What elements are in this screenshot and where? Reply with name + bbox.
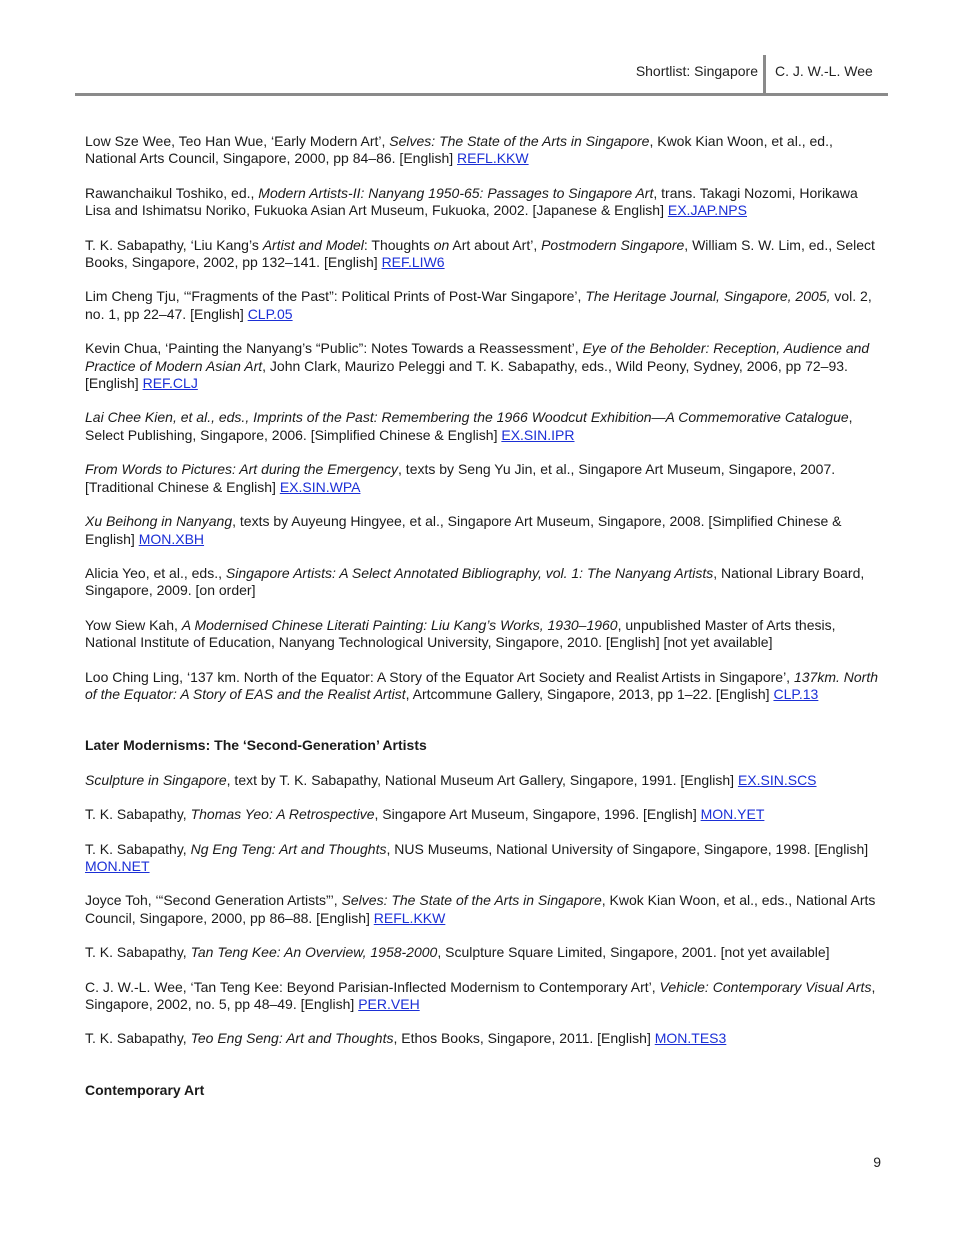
header-divider	[763, 55, 766, 93]
bibliography-entry	[85, 409, 885, 444]
entry-text: Alicia Yeo, et al., eds.,	[85, 564, 226, 581]
entry-text: vol. 2, no. 1, pp 22–47. [English]	[85, 288, 872, 322]
entry-title: Artist and Model	[262, 236, 364, 253]
catalog-code-link[interactable]: MON.XBH	[138, 530, 205, 547]
entry-text: , John Clark, Maurizo Peleggi and T. K. Sabapathy, eds., Wild Peony, Sydney, 2006, pp 72–93. [English]	[85, 357, 848, 392]
entry-text: Joyce Toh, ‘“Second Generation Artists”’,	[85, 892, 342, 909]
bibliography-entry	[85, 565, 885, 600]
header-author: C. J. W.-L. Wee	[775, 63, 873, 79]
bibliography-entry	[85, 669, 885, 704]
catalog-code-link[interactable]: CLP.05	[247, 305, 293, 322]
entry-text: T. K. Sabapathy, ‘Liu Kang’s	[85, 236, 263, 253]
catalog-code-link[interactable]: EX.JAP.NPS	[667, 202, 747, 219]
entry-text: Low Sze Wee, Teo Han Wue, ‘Early Modern Art’,	[85, 133, 390, 149]
entry-text: T. K. Sabapathy,	[85, 944, 191, 961]
catalog-code-link[interactable]: EX.SIN.SCS	[737, 771, 817, 788]
catalog-code-link[interactable]: CLP.13	[773, 685, 819, 702]
bibliography-entry	[85, 185, 885, 220]
catalog-code-link[interactable]: EX.SIN.IPR	[501, 426, 575, 443]
entry-text: Rawanchaikul Toshiko, ed.,	[85, 184, 259, 201]
entry-title: Vehicle: Contemporary Visual Arts	[659, 978, 872, 995]
entry-title: Eye of the Beholder: Reception, Audience and Practice of Modern Asian Art	[85, 340, 870, 374]
entry-title: A Modernised Chinese Literati Painting: Liu Kang’s Works, 1930–1960	[181, 616, 618, 633]
entry-text: , Artcommune Gallery, Singapore, 2013, pp 1–22. [English]	[405, 685, 774, 702]
entry-text: , NUS Museums, National University of Singapore, Singapore, 1998. [English]	[386, 840, 869, 857]
bibliography-entry	[85, 979, 885, 1014]
entry-title: Postmodern Singapore	[541, 236, 685, 253]
bibliography-entry	[85, 513, 885, 548]
entry-text: Loo Ching Ling, ‘137 km. North of the Equator: A Story of the Equator Art Society and Realist Artists in Singapore’,	[85, 668, 794, 685]
bibliography-entry	[85, 288, 885, 323]
entry-text: , texts by Seng Yu Jin, et al., Singapore Art Museum, Singapore, 2007. [Traditional Chinese & English]	[85, 461, 836, 495]
entry-text: , trans. Takagi Nozomi, Horikawa Lisa and Ishimatsu Noriko, Fukuoka Asian Art Museum, Fukuoka, 2002. [Japanese & English]	[85, 184, 858, 219]
entry-text: T. K. Sabapathy,	[85, 840, 191, 857]
bibliography-entry	[85, 944, 885, 961]
entry-text: T. K. Sabapathy,	[85, 806, 191, 823]
entry-text: C. J. W.-L. Wee, ‘Tan Teng Kee: Beyond Parisian-Inflected Modernism to Contemporary Art’,	[85, 978, 660, 995]
entry-title: Lai Chee Kien, et al., eds., Imprints of the Past: Remembering the 1966 Woodcut Exhibition—A Commemorative Catalogue	[85, 409, 849, 426]
entry-title: From Words to Pictures: Art during the Emergency	[85, 461, 399, 478]
entry-text: T. K. Sabapathy,	[85, 1030, 191, 1047]
bibliography-entry	[85, 841, 885, 876]
entry-text: Lim Cheng Tju, ‘“Fragments of the Past”: Political Prints of Post-War Singapore’,	[85, 288, 586, 305]
entry-title: Teo Eng Seng: Art and Thoughts	[190, 1030, 394, 1047]
catalog-code-link[interactable]: REFL.KKW	[373, 909, 446, 926]
entry-title: on	[433, 236, 450, 253]
section-heading-contemporary: Contemporary Art	[85, 1081, 205, 1098]
bibliography-list-later	[85, 772, 885, 1048]
entry-text: , National Library Board, Singapore, 2009. [on order]	[85, 564, 865, 599]
entry-text: Yow Siew Kah,	[85, 616, 182, 633]
entry-text: , Ethos Books, Singapore, 2011. [English]	[393, 1030, 655, 1047]
entry-title: Singapore Artists: A Select Annotated Bibliography, vol. 1: The Nanyang Artists	[225, 564, 714, 581]
entry-text: , Kwok Kian Woon, et al., ed., National Arts Council, Singapore, 2000, pp 84–86. [English]	[85, 133, 833, 167]
bibliography-entry	[85, 461, 885, 496]
bibliography-entry	[85, 806, 885, 823]
page-number: 9	[873, 1154, 881, 1170]
catalog-code-link[interactable]: MON.YET	[700, 806, 765, 823]
entry-text: , unpublished Master of Arts thesis, National Institute of Education, Nanyang Technological University, Singapore, 2010. [English] [not yet available]	[85, 616, 836, 651]
bibliography-list-early	[85, 133, 885, 703]
catalog-code-link[interactable]: MON.TES3	[654, 1030, 727, 1047]
entry-text: , Singapore Art Museum, Singapore, 1996. [English]	[374, 806, 701, 823]
page-header	[75, 55, 888, 96]
entry-text: , texts by Auyeung Hingyee, et al., Singapore Art Museum, Singapore, 2008. [Simplified Chinese & English]	[85, 513, 842, 547]
entry-title: Selves: The State of the Arts in Singapore	[341, 892, 602, 909]
catalog-code-link[interactable]: REFL.KKW	[457, 150, 529, 167]
entry-text: , Singapore, 2002, no. 5, pp 48–49. [English]	[85, 978, 876, 1012]
entry-title: Ng Eng Teng: Art and Thoughts	[190, 840, 387, 857]
catalog-code-link[interactable]: PER.VEH	[358, 996, 420, 1012]
entry-title: 137km. North of the Equator: A Story of EAS and the Realist Artist	[85, 668, 879, 702]
entry-text: , text by T. K. Sabapathy, National Museum Art Gallery, Singapore, 1991. [English]	[226, 771, 738, 788]
bibliography-entry	[85, 237, 885, 272]
section-heading-later-modernisms: Later Modernisms: The ‘Second-Generation’ Artists	[85, 737, 427, 754]
catalog-code-link[interactable]: REF.LIW6	[381, 254, 445, 271]
entry-title: Sculpture in Singapore	[85, 771, 227, 788]
catalog-code-link[interactable]: EX.SIN.WPA	[279, 478, 361, 495]
entry-text: Art about Art’,	[449, 236, 542, 253]
entry-title: Selves: The State of the Arts in Singapore	[389, 133, 650, 149]
entry-text: Kevin Chua, ‘Painting the Nanyang’s “Public”: Notes Towards a Reassessment’,	[85, 340, 583, 357]
header-shortlist-title: Shortlist: Singapore	[635, 63, 758, 79]
bibliography-entry	[85, 340, 885, 392]
entry-title: Xu Beihong in Nanyang	[85, 513, 233, 530]
entry-text: : Thoughts	[363, 236, 434, 253]
bibliography-entry	[85, 772, 885, 789]
bibliography	[85, 133, 885, 1116]
bibliography-entry	[85, 133, 885, 168]
entry-text: , Select Publishing, Singapore, 2006. [Simplified Chinese & English]	[85, 409, 853, 443]
bibliography-entry	[85, 892, 885, 927]
catalog-code-link[interactable]: REF.CLJ	[142, 375, 198, 392]
entry-text: , Kwok Kian Woon, et al., eds., National Arts Council, Singapore, 2000, pp 86–88. [English]	[85, 892, 876, 926]
bibliography-entry	[85, 617, 885, 652]
entry-text: , William S. W. Lim, ed., Select Books, Singapore, 2002, pp 132–141. [English]	[85, 236, 875, 271]
bibliography-entry	[85, 1030, 885, 1047]
catalog-code-link[interactable]: MON.NET	[85, 857, 150, 874]
entry-title: Thomas Yeo: A Retrospective	[190, 806, 375, 823]
entry-title: The Heritage Journal, Singapore, 2005,	[585, 288, 831, 305]
entry-title: Modern Artists-II: Nanyang 1950-65: Passages to Singapore Art	[258, 184, 654, 201]
entry-text: , Sculpture Square Limited, Singapore, 2001. [not yet available]	[437, 944, 830, 961]
entry-title: Tan Teng Kee: An Overview, 1958-2000	[190, 944, 438, 961]
